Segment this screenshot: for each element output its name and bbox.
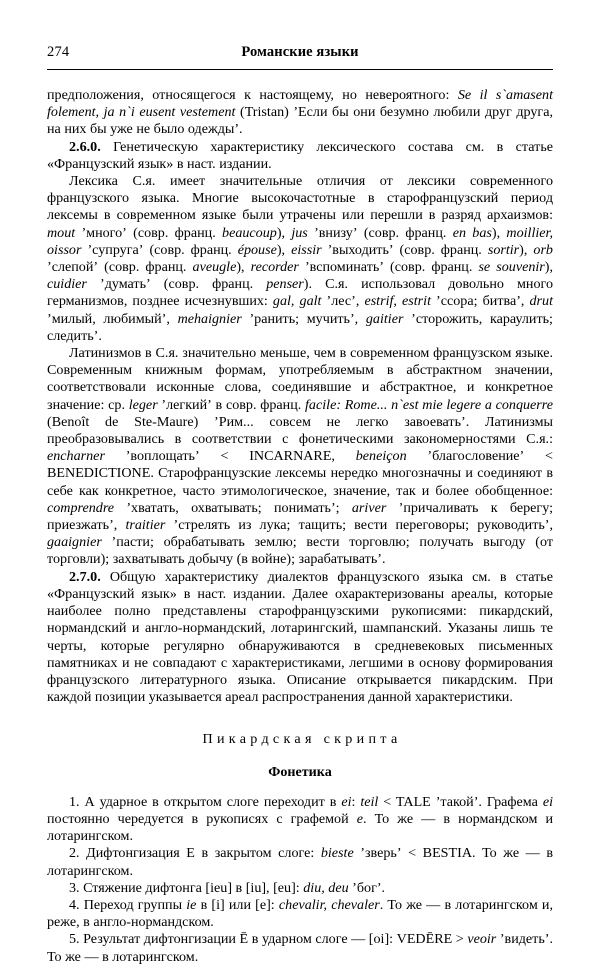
text-run: ʼдуматьʼ (совр. франц. xyxy=(86,276,267,293)
italic-term: recorder xyxy=(250,259,299,276)
italic-term: Se il s`amasent folement, ja n`i eusent vestement xyxy=(47,87,554,121)
text-run: ʼсторожить, караулить; следитьʼ. xyxy=(47,310,553,344)
numbered-list xyxy=(47,794,553,966)
script-heading: Пикардская скрипта xyxy=(202,731,402,748)
text-run: ), xyxy=(276,241,292,258)
text-run: ), xyxy=(491,224,507,241)
italic-term: gal, galt xyxy=(272,293,322,310)
text-run: Лексика С.я. имеет значительные отличия от лексики современного французского языка. Многие высокочастотные в старофранцузский период лексемы в современном языке были утрачены или перешли в разряд архаизмов: xyxy=(47,173,553,224)
text-run: : xyxy=(351,793,361,810)
italic-term: sortir xyxy=(487,241,520,258)
text-run: ʼвидетьʼ. То же — в лотарингском. xyxy=(47,931,553,965)
italic-term: teil xyxy=(360,793,379,810)
italic-term: aveugle xyxy=(192,259,237,276)
italic-term: traitier xyxy=(125,517,166,534)
body-text xyxy=(47,87,553,966)
text-run: ʼзверьʼ < BESTIA. То же — в лотарингском. xyxy=(47,845,553,879)
italic-term: facile: Rome... n`est mie legere a conquerre xyxy=(305,396,554,413)
text-run: 3. Стяжение дифтонга [ieu] в [iu], [eu]: xyxy=(69,879,304,896)
text-run: ʼхватать, охватывать; пониматьʼ; xyxy=(114,499,352,516)
para-latinisms xyxy=(47,345,553,569)
header-rule xyxy=(47,69,553,70)
italic-term: moillier, oissor xyxy=(47,224,553,258)
text-run: Латинизмов в С.я. значительно меньше, чем в современном французском языке. Современным книжным формам, употребляемым в абстрактном значении, соответствовали исконные слова, соединявшие и абстрактное, и конкретное значение: ср. xyxy=(47,345,553,413)
paragraph-container xyxy=(47,87,553,706)
italic-term: e xyxy=(356,810,363,827)
item-5 xyxy=(47,931,553,965)
para-2-6-0 xyxy=(47,139,553,173)
text-run: (Benoît de Ste-Maure) ʼРим... совсем не легко завоеватьʼ. Латинизмы преобразовывались в соответствии с фонетическими закономерностями С.я.: xyxy=(47,413,553,448)
italic-term: beaucoup xyxy=(222,224,277,241)
italic-term: veoir xyxy=(467,931,497,948)
para-tristan xyxy=(47,87,553,139)
italic-term: drut xyxy=(529,293,553,310)
italic-term: bieste xyxy=(320,845,354,862)
text-run: постоянно чередуется в рукописях с графемой xyxy=(47,810,357,827)
text-run: в [i] или [e]: xyxy=(196,896,279,913)
italic-term: beneiçon xyxy=(355,448,407,465)
text-run: ), xyxy=(544,259,553,276)
italic-term: diu, deu xyxy=(303,879,349,896)
text-run: ʼслепойʼ (совр. франц. xyxy=(47,259,193,276)
text-run: . То же — в лотарингском и, реже, в англо-нормандском. xyxy=(47,896,553,931)
text-run: 5. Результат дифтонгизации Ē в ударном слоге — [oi]: VEDĒRE > xyxy=(69,931,468,948)
italic-term: comprendre xyxy=(47,499,115,516)
text-run: ), xyxy=(236,259,251,276)
subheading-phonetics: Фонетика xyxy=(268,763,332,780)
running-head-title: Романские языки xyxy=(241,44,359,60)
italic-term: en bas xyxy=(452,224,492,241)
item-2 xyxy=(47,845,553,879)
item-1 xyxy=(47,794,553,846)
text-run: ʼвоплощатьʼ < INCARNARE, xyxy=(104,448,356,465)
section-number: 2.7.0. xyxy=(69,568,101,585)
text-run: ʼлегкийʼ в совр. франц. xyxy=(157,396,306,413)
text-run: ), xyxy=(519,241,534,258)
text-run: ʼвнизуʼ (совр. франц. xyxy=(307,224,453,241)
text-run: ʼмногоʼ (совр. франц. xyxy=(75,224,223,241)
italic-term: ei xyxy=(542,793,553,810)
running-head xyxy=(47,44,553,66)
text-run: ʼвыходитьʼ (совр. франц. xyxy=(321,241,488,258)
item-3 xyxy=(47,880,553,897)
text-run: ʼранить; мучитьʼ, xyxy=(241,310,366,327)
italic-term: ariver xyxy=(351,499,387,516)
text-run: ʼссора; битваʼ, xyxy=(430,293,530,310)
text-run: ). С.я. использовал довольно много германизмов, позднее исчезнувших: xyxy=(47,276,553,310)
italic-term: chevalir, chevaler xyxy=(278,896,380,913)
italic-term: cuidier xyxy=(47,276,87,293)
text-run: ʼмилый, любимыйʼ, xyxy=(47,310,178,327)
italic-term: mout xyxy=(47,224,76,241)
italic-term: jus xyxy=(291,224,308,241)
text-run: ʼбогʼ. xyxy=(348,879,386,896)
text-run: ʼпричаливать к берегу; приезжатьʼ, xyxy=(47,499,553,534)
italic-term: ie xyxy=(186,896,197,913)
italic-term: eissir xyxy=(291,241,322,258)
para-2-7-0 xyxy=(47,569,553,707)
italic-term: ei xyxy=(341,793,352,810)
text-run: 4. Переход группы xyxy=(69,896,187,913)
text-run: (Tristan) ʼЕсли бы они безумно любили друг друга, на них бы уже не было одеждыʼ. xyxy=(47,104,553,138)
italic-term: estrif, estrit xyxy=(364,293,431,310)
text-run: . То же — в нормандском и лотарингском. xyxy=(47,810,553,845)
italic-term: gaitier xyxy=(365,310,404,327)
italic-term: encharner xyxy=(47,448,105,465)
text-run: 2. Дифтонгизация Е в закрытом слоге: xyxy=(69,845,321,862)
italic-term: gaaignier xyxy=(47,534,102,551)
text-run: ʼвспоминатьʼ (совр. франц. xyxy=(298,259,479,276)
text-run: предположения, относящегося к настоящему, но невероятного: xyxy=(47,87,458,103)
text-run: ʼблагословениеʼ < BENEDICTIONE. Старофранцузские лексемы нередко многозначны и соединяют в себе как конкретное, часто этимологическое, значение, так и более обобщенное: xyxy=(47,448,553,499)
text-run: ʼпасти; обрабатывать землю; вести торговлю; получать выгоду (от торговли); захватывать добычу (в войне); зарабатыватьʼ. xyxy=(47,534,553,568)
italic-term: se souvenir xyxy=(478,259,545,276)
text-run: Генетическую характеристику лексического состава см. в статье «Французский язык» в наст. издании. xyxy=(47,138,553,172)
text-run: ), xyxy=(276,224,292,241)
text-run: ʼлесʼ, xyxy=(321,293,365,310)
item-4 xyxy=(47,897,553,931)
section-number: 2.6.0. xyxy=(69,138,101,155)
text-run: 1. А ударное в открытом слоге переходит в xyxy=(69,793,342,810)
text-run: ʼсупругаʼ (совр. франц. xyxy=(81,241,238,258)
italic-term: mehaignier xyxy=(177,310,242,327)
text-run: ʼстрелять из лука; тащить; вести переговоры; руководитьʼ, xyxy=(165,517,553,534)
italic-term: penser xyxy=(266,276,304,293)
text-run: < TALE ʼтакойʼ. Графема xyxy=(378,793,543,810)
page-number: 274 xyxy=(47,44,70,60)
italic-term: orb xyxy=(533,241,553,258)
italic-term: leger xyxy=(128,396,158,413)
para-lexis xyxy=(47,173,553,345)
text-run: Общую характеристику диалектов французского языка см. в статье «Французский язык» в наст. издании. Далее охарактеризованы ареалы, которые наиболее полно представлены старофранцузскими рукописями: пикардский, нормандский и англо-нормандский, лотарингский, шампанский. Указаны лишь те черты, которые регулярно обнаруживаются в средневековых письменных памятниках и не совпадают с характеристиками, легшими в основу формирования французского литературного языка. Описание открывается пикардским. При каждой позиции указывается ареал распространения данной характеристики. xyxy=(47,568,553,706)
italic-term: épouse xyxy=(237,241,277,258)
